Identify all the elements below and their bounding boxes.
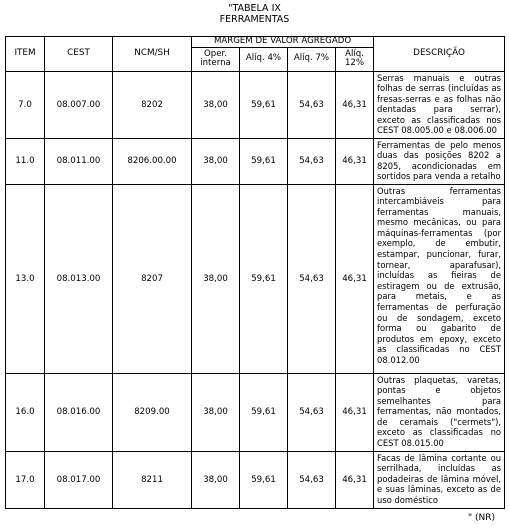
cell-oper-interna: 38,00 <box>192 71 240 138</box>
cell-aliq-4: 59,61 <box>240 451 288 508</box>
table-row <box>6 71 505 138</box>
cell-oper-interna: 38,00 <box>192 373 240 451</box>
footer-nr: " (NR) <box>467 513 495 523</box>
cell-descricao: Ferramentas de pelo menos duas das posições 8202 a 8205, acondicionadas em sortidos para venda a retalho <box>374 138 505 184</box>
cell-aliq-7: 54,63 <box>288 138 336 184</box>
ferramentas-table <box>5 36 505 509</box>
cell-cest: 08.013.00 <box>45 184 113 373</box>
cell-aliq-12: 46,31 <box>336 184 374 373</box>
cell-item: 7.0 <box>6 71 45 138</box>
header-margem: MARGEM DE VALOR AGREGADO <box>192 37 374 48</box>
header-cest: CEST <box>45 37 113 72</box>
cell-ncm: 8202 <box>113 71 192 138</box>
table-row <box>6 138 505 184</box>
cell-item: 11.0 <box>6 138 45 184</box>
cell-descricao: Facas de lâmina cortante ou serrilhada, incluídas as podadeiras de lâmina móvel, e suas lâminas, exceto as de uso doméstico <box>374 451 505 508</box>
cell-aliq-7: 54,63 <box>288 373 336 451</box>
header-aliq-4: Alíq. 4% <box>240 47 288 71</box>
table-row <box>6 184 505 373</box>
cell-aliq-12: 46,31 <box>336 373 374 451</box>
cell-ncm: 8206.00.00 <box>113 138 192 184</box>
cell-aliq-7: 54,63 <box>288 71 336 138</box>
cell-descricao: Outras plaquetas, varetas, pontas e objetos semelhantes para ferramentas, não montados, de ceramais ("cermets"), exceto as classificadas no CEST 08.015.00 <box>374 373 505 451</box>
table-row <box>6 451 505 508</box>
cell-cest: 08.016.00 <box>45 373 113 451</box>
cell-aliq-4: 59,61 <box>240 373 288 451</box>
table-row <box>6 373 505 451</box>
cell-oper-interna: 38,00 <box>192 184 240 373</box>
cell-aliq-4: 59,61 <box>240 138 288 184</box>
cell-item: 13.0 <box>6 184 45 373</box>
header-aliq-7: Alíq. 7% <box>288 47 336 71</box>
cell-oper-interna: 38,00 <box>192 138 240 184</box>
cell-aliq-12: 46,31 <box>336 71 374 138</box>
cell-aliq-4: 59,61 <box>240 71 288 138</box>
cell-item: 17.0 <box>6 451 45 508</box>
cell-ncm: 8209.00 <box>113 373 192 451</box>
cell-cest: 08.007.00 <box>45 71 113 138</box>
cell-aliq-12: 46,31 <box>336 451 374 508</box>
table-subtitle: FERRAMENTAS <box>219 14 290 25</box>
cell-ncm: 8207 <box>113 184 192 373</box>
cell-descricao: Serras manuais e outras folhas de serras (incluídas as fresas-serras e as folhas não dentadas para serrar), exceto as classificadas nos CEST 08.005.00 e 08.006.00 <box>374 71 505 138</box>
cell-item: 16.0 <box>6 373 45 451</box>
header-ncm: NCM/SH <box>113 37 192 72</box>
cell-aliq-7: 54,63 <box>288 451 336 508</box>
cell-aliq-4: 59,61 <box>240 184 288 373</box>
cell-ncm: 8211 <box>113 451 192 508</box>
cell-descricao: Outras ferramentas intercambiáveis para ferramentas manuais, mesmo mecânicas, ou para máquinas-ferramentas (por exemplo, de embutir, estampar, puncionar, furar, tornear, aparafusar), incluídas as fieiras de estiragem ou de extrusão, para metais, e as ferramentas de perfuração ou de sondagem, exceto forma ou gabarito de produtos em epoxy, exceto as classificadas no CEST 08.012.00 <box>374 184 505 373</box>
cell-cest: 08.017.00 <box>45 451 113 508</box>
cell-aliq-12: 46,31 <box>336 138 374 184</box>
cell-aliq-7: 54,63 <box>288 184 336 373</box>
cell-cest: 08.011.00 <box>45 138 113 184</box>
header-item: ITEM <box>6 37 45 72</box>
table-title: "TABELA IX <box>228 3 281 14</box>
header-aliq-12: Alíq. 12% <box>336 47 374 71</box>
header-oper-interna: Oper. interna <box>192 47 240 71</box>
cell-oper-interna: 38,00 <box>192 451 240 508</box>
header-descricao: DESCRIÇÃO <box>374 37 505 72</box>
